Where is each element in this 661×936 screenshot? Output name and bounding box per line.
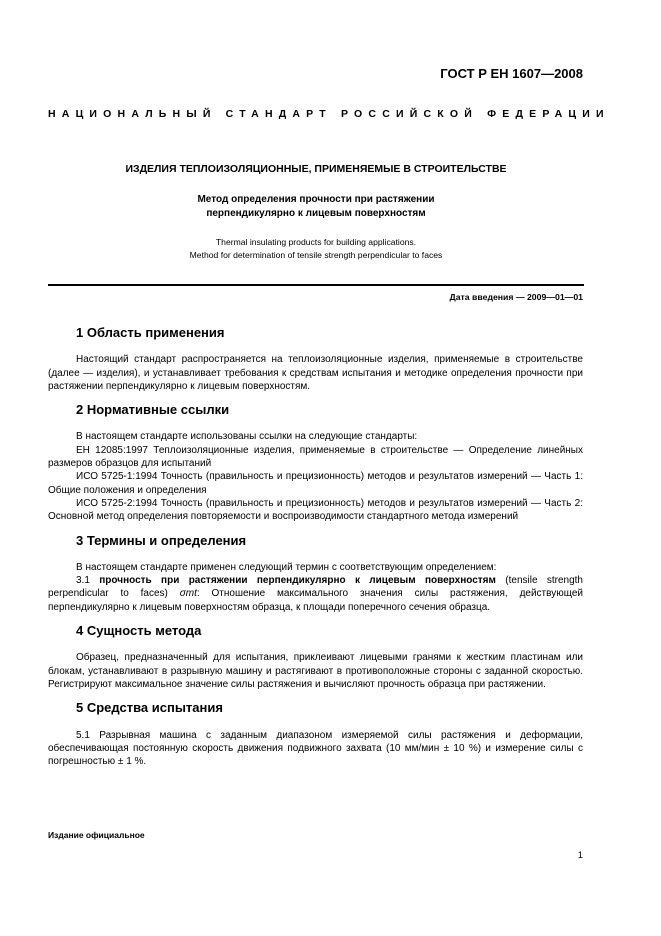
section-4-heading: 4 Сущность метода xyxy=(76,623,202,639)
section-3-heading: 3 Термины и определения xyxy=(76,532,247,548)
english-title-line-1: Thermal insulating products for building applications. xyxy=(215,237,417,247)
page-number: 1 xyxy=(577,850,583,861)
introduction-date: Дата введения — 2009—01—01 xyxy=(449,292,583,302)
section-2-heading: 2 Нормативные ссылки xyxy=(76,402,230,418)
section-3-term-definition xyxy=(48,574,583,614)
document-title: ИЗДЕЛИЯ ТЕПЛОИЗОЛЯЦИОННЫЕ, ПРИМЕНЯЕМЫЕ В СТРОИТЕЛЬСТВЕ xyxy=(125,163,507,175)
section-4-paragraph: Образец, предназначенный для испытания, приклеивают лицевыми гранями к жестким пластинам или блокам, устанавливают в разрывную машину и растягивают в противоположные стороны с заданной скоростью. Регистрируют максимальное значение силы растяжения и вычисляют прочность образца при растяжении. xyxy=(48,652,583,690)
section-2-reference-en12085: ЕН 12085:1997 Теплоизоляционные изделия, применяемые в строительстве — Определение линейных размеров образцов для испытаний xyxy=(48,444,583,470)
section-2-reference-iso5725-1: ИСО 5725-1:1994 Точность (правильность и прецизионность) методов и результатов измерений — Часть 1: Общие положения и определения xyxy=(48,471,583,496)
document-body xyxy=(48,326,583,768)
edition-note: Издание официальное xyxy=(48,830,145,840)
subtitle-line-1: Метод определения прочности при растяжении xyxy=(197,194,435,205)
section-1-heading: 1 Область применения xyxy=(76,325,225,340)
term-symbol: σmt xyxy=(179,588,197,600)
section-3-paragraph-1: В настоящем стандарте применен следующий термин с соответствующим определением: xyxy=(76,561,497,573)
section-1-paragraph: Настоящий стандарт распространяется на теплоизоляционные изделия, применяемые в строительстве (далее — изделия), и устанавливает требования к средствам испытания и методике определения прочности при растяжении перпендикулярно к лицевым поверхностям. xyxy=(48,354,583,392)
term-name: прочность при растяжении перпендикулярно к лицевым поверхностям xyxy=(99,575,496,587)
term-number: 3.1 xyxy=(76,575,100,587)
national-standard-banner: НАЦИОНАЛЬНЫЙ СТАНДАРТ РОССИЙСКОЙ ФЕДЕРАЦИИ xyxy=(48,108,610,120)
english-title-line-2: Method for determination of tensile strength perpendicular to faces xyxy=(189,250,443,260)
section-2-paragraph-1: В настоящем стандарте использованы ссылки на следующие стандарты: xyxy=(76,431,418,443)
title-divider xyxy=(48,284,584,286)
term-english: (tensile strength perpendicular to faces) xyxy=(48,575,583,600)
subtitle-line-2: перпендикулярно к лицевым поверхностям xyxy=(206,208,426,219)
term-definition-text: : Отношение максимального значения силы растяжения, действующей перпендикулярно к лицевым поверхностям образца, к площади поперечного сечения образца. xyxy=(48,588,583,613)
section-5-heading: 5 Средства испытания xyxy=(76,700,223,716)
section-5-paragraph: 5.1 Разрывная машина с заданным диапазоном измеряемой силы растяжения и деформации, обеспечивающая постоянную скорость движения подвижного захвата (10 мм/мин ± 10 %) и измерение силы с погрешностью ± 1 %. xyxy=(48,729,583,768)
document-code: ГОСТ Р ЕН 1607—2008 xyxy=(440,66,583,81)
document-subtitle xyxy=(48,193,584,221)
english-title xyxy=(48,236,584,262)
section-2-reference-iso5725-2: ИСО 5725-2:1994 Точность (правильность и прецизионность) методов и результатов измерений — Часть 2: Основной метод определения повторяемости и воспроизводимости стандартного метода измерений xyxy=(48,497,583,523)
